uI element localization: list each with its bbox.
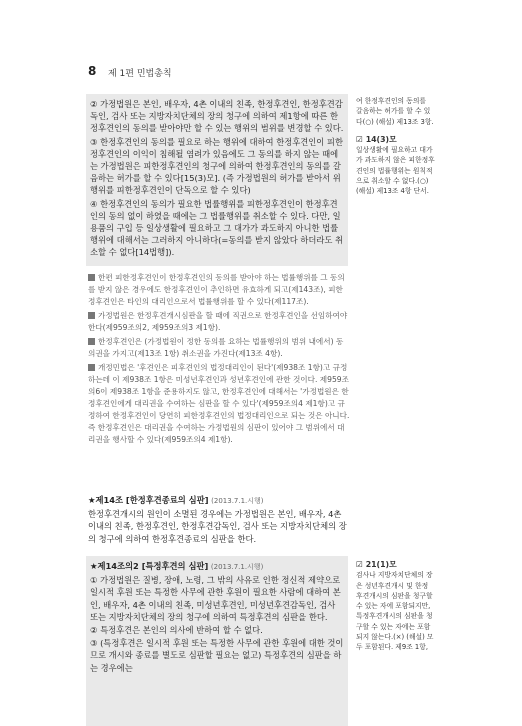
article14-2-date: (2013.7.1.시행) (210, 563, 264, 571)
box1-item-2: ② 가정법원은 본인, 배우자, 4촌 이내의 친족, 한정후견인, 한정후견감독인, 검사 또는 지방자치단체의 장의 청구에 의하여 제1항에 따른 한정후견인의 동의를 받아야만 할 수 있는 행위의 범위를 변경할 수 있다. (90, 99, 344, 134)
side2-line: 두 포함된다. 제9조 1항, (356, 643, 428, 652)
exam-check-label: ☑ 14(3)모 (356, 134, 397, 144)
side2-line: 은 성년후견개시 및 한정 (356, 581, 429, 590)
side1-check-line: 견인의 법률행위는 원칙적 (356, 166, 433, 175)
article14-heading: ★제14조 [한정후견종료의 심판] (88, 495, 209, 505)
note-item: 개정민법은 '후견인은 피후견인의 법정대리인이 된다'(제938조 1항)고 규정하는데 이 제938조 1항은 미성년후견인과 성년후견인에 관한 것이다. 제959조의6이 제938조 1항을 준용하지도 않고, 한정후견인에 대해서는 '가정법원은 한정후견인에게 대리권을 수여하는 심판을 할 수 있다'(제959조의4 제1항)고 규정하여 한정후견인이 당연히 피한정후견인의 법정대리인으로 되는 것은 아니다. 즉 한정후견인은 대리권을 수여하는 가정법원의 심판이 있어야 그 범위에서 대리권을 행사할 수 있다(제959조의4 제1항). (88, 363, 350, 444)
note-item: 한정후견인은 (가정법원이 정한 동의를 요하는 법률행위의 범위 내에서) 동의권을 가지고(제13조 1항) 취소권을 가진다(제13조 4항). (88, 337, 344, 358)
page-number: 8 (88, 64, 97, 78)
side2-line: 특정후견개시의 심판을 청 (356, 612, 433, 621)
box2-item-3: ③ (특정후견은 일시적 후원 또는 특정한 사무에 관한 후원에 대한 것이므로 개시와 종료를 별도로 심판할 필요는 없고) 특정후견의 심판을 하는 경우에는 (90, 638, 344, 673)
side2-line: 구할 수 있는 자에는 포함 (356, 622, 431, 631)
side1-check-line: 가 과도하지 않은 피한정후 (356, 156, 435, 165)
square-bullet-icon (88, 312, 95, 319)
box2-item-1: ① 가정법원은 질병, 장애, 노령, 그 밖의 사유로 인한 정신적 제약으로 일시적 후원 또는 특정한 사무에 관한 후원이 필요한 사람에 대하여 본인, 배우자, 4촌 이내의 친족, 미성년후견인, 미성년후견감독인, 검사 또는 지방자치단체의 장의 청구에 의하여 특정후견의 심판을 한다. (90, 575, 341, 622)
side-note-1 (356, 96, 468, 197)
side2-line: 후견개시의 심판을 청구할 (356, 591, 433, 600)
box1-item-3: ③ 한정후견인의 동의를 필요로 하는 행위에 대하여 한정후견인이 피한정후견인의 이익이 침해될 염려가 있음에도 그 동의를 하지 않는 때에는 가정법원은 피한정후견인의 청구에 의하여 한정후견인의 동의를 갈음하는 허가를 할 수 있다[15(3)모]. (즉 가정법원의 허가를 받아서 위 행위를 피한정후견인이 단독으로 할 수 있다) (90, 136, 343, 196)
chapter-title: 제 1편 민법총칙 (108, 69, 172, 79)
exam-check-label: ☑ 21(1)모 (356, 560, 397, 569)
side2-line: 검사나 지방자치단체의 장 (356, 571, 433, 580)
side1-check-line: 일상생활에 필요하고 대가 (356, 146, 433, 155)
statute-box-article13 (86, 94, 348, 266)
side2-line: 수 있는 자에 포함되지만, (356, 602, 431, 611)
commentary-notes (88, 272, 350, 448)
note-item: 가정법원은 한정후견개시심판을 할 때에 직권으로 한정후견인을 선임하여야 한다(제959조의2, 제959조의3 제1항). (88, 311, 348, 332)
article-14 (88, 494, 350, 545)
box2-item-2: ② 특정후견은 본인의 의사에 반하여 할 수 없다. (90, 625, 263, 636)
side1-line: 다(○) (해설) 제13조 3항. (356, 117, 434, 126)
square-bullet-icon (88, 274, 95, 281)
square-bullet-icon (88, 338, 95, 345)
side-note-2 (356, 560, 468, 653)
statute-box-article14-2 (86, 556, 348, 726)
article14-body: 한정후견개시의 원인이 소멸된 경우에는 가정법원은 본인, 배우자, 4촌 이내의 친족, 한정후견인, 한정후견감독인, 검사 또는 지방자치단체의 장의 청구에 의하여 한정후견종료의 심판을 한다. (88, 508, 347, 544)
article14-date: (2013.7.1.시행) (211, 497, 264, 505)
side1-check-line: 으로 취소할 수 없다.(○) (356, 177, 429, 186)
square-bullet-icon (88, 364, 95, 371)
note-item: 한편 피한정후견인이 한정후견인의 동의를 받아야 하는 법률행위를 그 동의를 받지 않은 경우에도 한정후견인이 추인하면 유효하게 되고(제143조), 피한정후견인은 타인의 대리인으로서 법률행위를 할 수 있다(제117조). (88, 273, 345, 306)
side1-line: 갈음하는 허가를 할 수 있 (356, 107, 431, 116)
box1-item-4: ④ 한정후견인의 동의가 필요한 법률행위를 피한정후견인이 한정후견인의 동의 없이 하였을 때에는 그 법률행위를 취소할 수 있다. 다만, 일용품의 구입 등 일상생활에 필요하고 그 대가가 과도하지 아니한 법률행위에 대해서는 그러하지 아니하다(=동의를 받지 않았다 하더라도 취소할 수 없다[14법행]). (90, 198, 344, 258)
side1-line: 여 한정후견인의 동의를 (356, 97, 426, 105)
side2-line: 되지 않는다.(×) (해설) 모 (356, 633, 434, 642)
side1-check-line: (해설) 제13조 4항 단서. (356, 187, 429, 196)
article14-2-heading: ★제14조의2 [특정후견의 심판] (90, 561, 209, 571)
